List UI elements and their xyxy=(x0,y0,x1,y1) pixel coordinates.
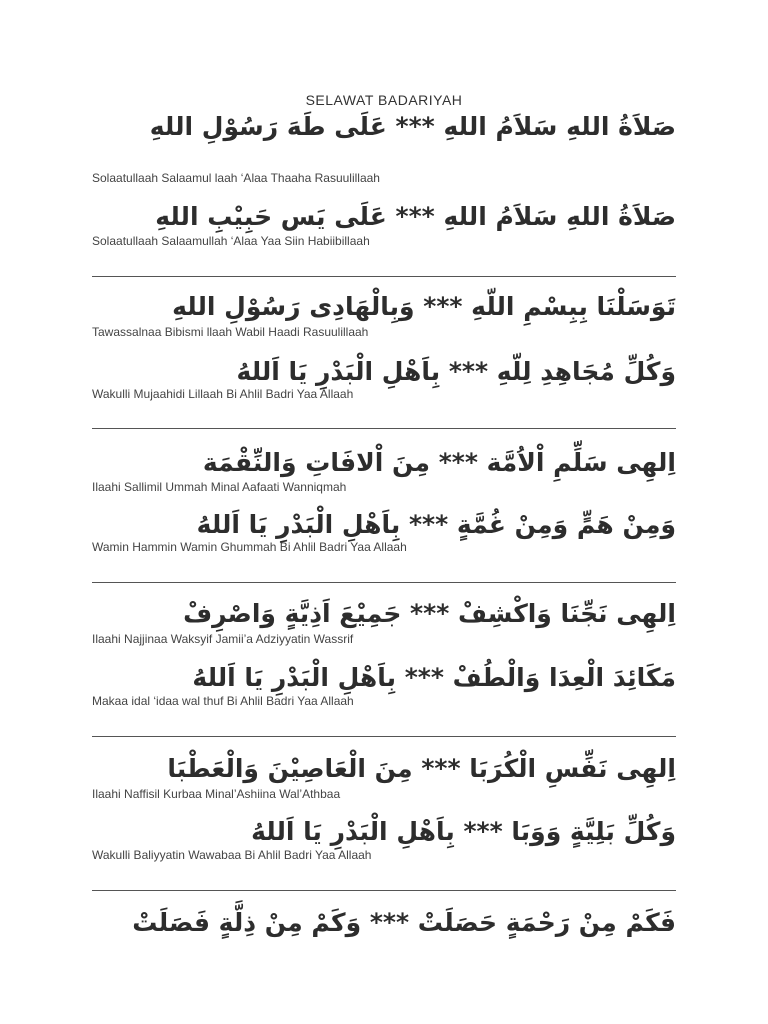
transliteration-9: Ilaahi Naffisil Kurbaa Minal’Ashiina Wal’Athbaa xyxy=(92,787,341,801)
arabic-verse-10: وَكُلِّ بَلِيَّةٍ وَوَبَا *** بِاَهْلِ الْبَدْرِ يَا اَللهُ xyxy=(251,817,676,846)
arabic-verse-3: تَوَسَلْنَا بِبِسْمِ اللّهِ *** وَبِالْهَادِى رَسُوْلِ اللهِ xyxy=(172,292,676,321)
transliteration-6: Wamin Hammin Wamin Ghummah Bi Ahlil Badri Yaa Allaah xyxy=(92,540,407,554)
transliteration-10: Wakulli Baliyyatin Wawabaa Bi Ahlil Badri Yaa Allaah xyxy=(92,848,372,862)
page-title: SELAWAT BADARIYAH xyxy=(305,92,463,108)
arabic-verse-1: صَلاَةُ اللهِ سَلاَمُ اللهِ *** عَلَى طَهَ رَسُوْلِ اللهِ xyxy=(149,112,676,141)
arabic-verse-7: اِلهِى نَجِّنَا وَاكْشِفْ *** جَمِيْعَ اَذِيَّةٍ وَاصْرِفْ xyxy=(183,599,676,628)
separator-line xyxy=(92,890,676,891)
transliteration-3: Tawassalnaa Bibismi llaah Wabil Haadi Rasuulillaah xyxy=(92,325,369,339)
arabic-verse-8: مَكَائِدَ الْعِدَا وَالْطُفْ *** بِاَهْلِ الْبَدْرِ يَا اَللهُ xyxy=(192,663,676,692)
transliteration-1: Solaatullaah Salaamul laah ‘Alaa Thaaha Rasuulillaah xyxy=(92,171,380,185)
separator-line xyxy=(92,582,676,583)
arabic-verse-6: وَمِنْ هَمٍّ وَمِنْ غُمَّةٍ *** بِاَهْلِ الْبَدْرِ يَا اَللهُ xyxy=(196,510,676,539)
transliteration-8: Makaa idal ‘idaa wal thuf Bi Ahlil Badri Yaa Allaah xyxy=(92,694,354,708)
separator-line xyxy=(92,276,676,277)
separator-line xyxy=(92,428,676,429)
arabic-verse-2: صَلاَةُ اللهِ سَلاَمُ اللهِ *** عَلَى يَس حَبِيْبِ اللهِ xyxy=(155,202,676,231)
arabic-verse-4: وَكُلِّ مُجَاهِدِ لِلّهِ *** بِاَهْلِ الْبَدْرِ يَا اَللهُ xyxy=(236,357,676,386)
transliteration-2: Solaatullaah Salaamullah ‘Alaa Yaa Siin Habiibillaah xyxy=(92,234,370,248)
transliteration-7: Ilaahi Najjinaa Waksyif Jamii’a Adziyyatin Wassrif xyxy=(92,632,354,646)
arabic-verse-9: اِلهِى نَفِّسِ الْكُرَبَا *** مِنَ الْعَاصِيْنَ وَالْعَطْبَا xyxy=(167,754,676,783)
arabic-verse-5: اِلهِى سَلِّمِ اْلاُمَّة *** مِنَ اْلافَاتِ وَالنِّقْمَة xyxy=(202,448,676,477)
transliteration-5: Ilaahi Sallimil Ummah Minal Aafaati Wanniqmah xyxy=(92,480,347,494)
separator-line xyxy=(92,736,676,737)
transliteration-4: Wakulli Mujaahidi Lillaah Bi Ahlil Badri Yaa Allaah xyxy=(92,387,354,401)
arabic-verse-11: فَكَمْ مِنْ رَحْمَةٍ حَصَلَتْ *** وَكَمْ مِنْ ذِلَّةٍ فَصَلَتْ xyxy=(132,908,676,937)
